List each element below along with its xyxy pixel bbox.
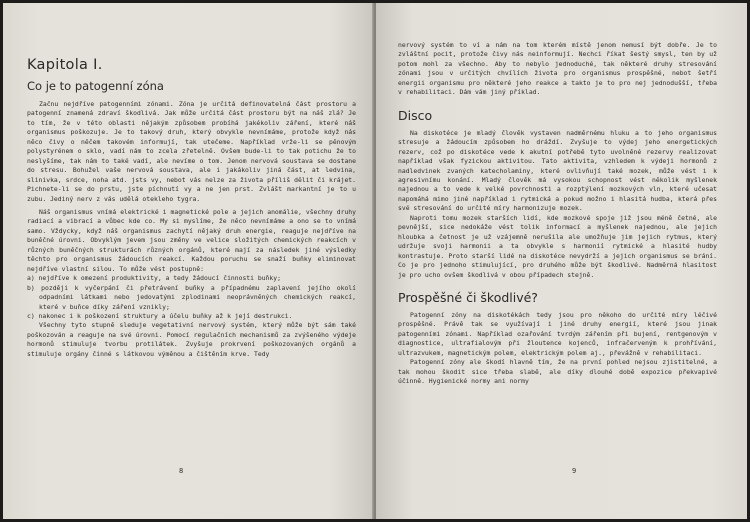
- chapter-title: Kapitola I.: [27, 57, 103, 73]
- paragraph: Začnu nejdříve patogenními zónami. Zóna je určitá definovatelná část prostoru a patogenní znamená zdraví škodlivá. Jak může určitá část prostoru být na náš zlá? Je to tím, že v této oblasti nějakým způsobem probíhá jakékoliv záření, které náš organismus poškozuje. Je to takový druh, který obvykle nevnímáme, protože když nás něco čivy o něčem takovém informují, tak utečeme. Například vrže-li se pěnovým polystyrénem o sklo, vadí nám to zcela zřetelně. Ovšem bude-li to tak potichu že to neslyšíme, tak nám to také vadí, ale nevíme o tom. Jenom nervová soustava se dostane do stresu. Bohužel vaše nervová soustava, ale i jakákoliv jiná část, at ledvina, slinivka, srdce, noha atd. jsts vy, nebot vás nelze za života příliš dělit či krájet. Pichnete-li se do prstu, jste píchnutí vy a ne jen prst. Zvlášt markantní je to u zubu. Jediný nerv z vás udělá otekleho tygra.: [27, 100, 356, 203]
- page-number: 9: [572, 467, 577, 475]
- left-page: [3, 3, 374, 519]
- paragraph: Patogenní zóny ale škodí hlavně tím, že na první pohled nejsou zjistitelné, a tak mohou škodit sice třeba slabě, ale díky dlouhé době expozice překvapivé účinně. Hygienické normy ani normy: [398, 358, 717, 386]
- section-heading-disco: Disco: [398, 107, 433, 123]
- paragraph: Všechny tyto stupně sleduje vegetativní nervový systém, který může být sám také poškozován a reaguje na své úrovni. Pomocí regulačních mechanismů za zvýšeného výdeje hormonů stimuluje tvorbu protilátek. Zvyšuje prokrvení poškozovaných orgánů a stimuluje orgány činné s látkovou výměnou a čištěním krve. Tedy: [27, 321, 356, 358]
- list-item: a) nejdříve k omezení produktivity, a tedy žádoucí činnosti buňky;: [27, 274, 281, 283]
- page-number: 8: [179, 467, 184, 475]
- paragraph: Naproti tomu mozek starších lidí, kde mozkové spoje již jsou méně četné, ale pevnější, sice nedokáže vést tolik informací a myšlenek najednou, ale jejich hloubka a četnost je už vzájemně nerušila ale umožňuje jim jejich rytmus, který udržuje svoji harmonii a ta obvykle s harmonií rytmické a hlasité hudby kontrastuje. Proto starší lidé na diskotéce nevydrží a jejich organismus se brání. Co je pro jednoho stimulující, pro druhého může být škodlivé. Nadměrná hlasitost je pro ucho ovšem škodlivá v obou případech stejně.: [398, 213, 717, 279]
- list-item: b) později k vyčerpání či přetrávení buňky a případnému zaplavení jejího okolí odpadními látkami nebo jedovatými zplodinami neoprávněných chemických reakcí, které v buňce díky záření vznikly;: [27, 283, 356, 311]
- book-spread: [3, 3, 747, 519]
- list-item: c) nakonec i k poškození struktury a účelu buňky až k její destrukci.: [27, 311, 293, 320]
- paragraph: nervový systém to ví a nám na tom kterém místě jenom nemusí být dobře. Je to zvláštní pocit, protože čivy nás neinformují. Nechci říkat šestý smysl, ten by už potom mohl za všechno. Aby to nebylo jednoduché, tak některé druhy stresování zónami jsou v určitých chvílích života pro organismus prospěšné, nebot šetří energii organismu pro některé jeho reakce a takto je to pro nej jednodušší, třeba v rehabilitaci. Dám vám jiný příklad.: [398, 41, 717, 97]
- paragraph: Patogenní zóny na diskotékách tedy jsou pro někoho do určité míry léčivé prospěšné. Právě tak se využívají i jiné druhy energií, které jsou jinak patogenními zónami. Například ozařování tvrdým zářením při bujení, rentgenovým v diagnostice, ultrafialovým při žloutence kojenců, infračerveným k prohřívání, ultrazvukem, magnetickým polem, elektrickým polem aj., převážně v rehabilitaci.: [398, 310, 717, 357]
- paragraph: Náš organismus vnímá elektrické i magnetické pole a jejich anomálie, všechny druhy radiací a vibrací a vůbec kde co. My si myslíme, že něco nevnímáme a ono se to vnímá samo. Vždycky, když náš organismus zachytí nějaký druh energie, reaguje nejdříve na buněčné úrovni. Obvyklým jevem jsou změny ve velice složitých chemických reakcích v různých buněčných strukturách různých orgánů, které mají za následek jiné výsledky těchto pro organismus žádoucích reakcí. Každou poruchu se snaží buňky eliminovat nejdříve vlastní silou. To může vést postupně:: [27, 207, 356, 273]
- section-heading-patogenni-zona: Co je to patogenní zóna: [27, 79, 164, 93]
- right-page: [376, 3, 747, 519]
- section-heading-prospesne: Prospěšné či škodlivé?: [398, 289, 538, 305]
- paragraph: Na diskotéce je mladý člověk vystaven nadměrnému hluku a to jeho organismus stresuje a žádoucím způsobem ho dráždí. Zvyšuje to výdej jeho energetických rezerv, což po diskotéce vede k akutní potřebě tyto uvolněné rezervy realizovat například však fyzickou aktivitou. Tato aktivita, vzhledem k výdeji hormonů z nadledvinek zvaných katecholaminy, které ovlivňují také mozek, může vést i k agresivnímu konání. Mladý člověk má vysokou schopnost vést několik myšlenek najednou a to vede k velké povrchnosti a rozptýlení mozkových vln, které učesat napomáhá mimo jiné například i rytmická a pokud možno i hlasitá hudba, která přes své stresování do určité míry harmonizuje mozek.: [398, 128, 717, 213]
